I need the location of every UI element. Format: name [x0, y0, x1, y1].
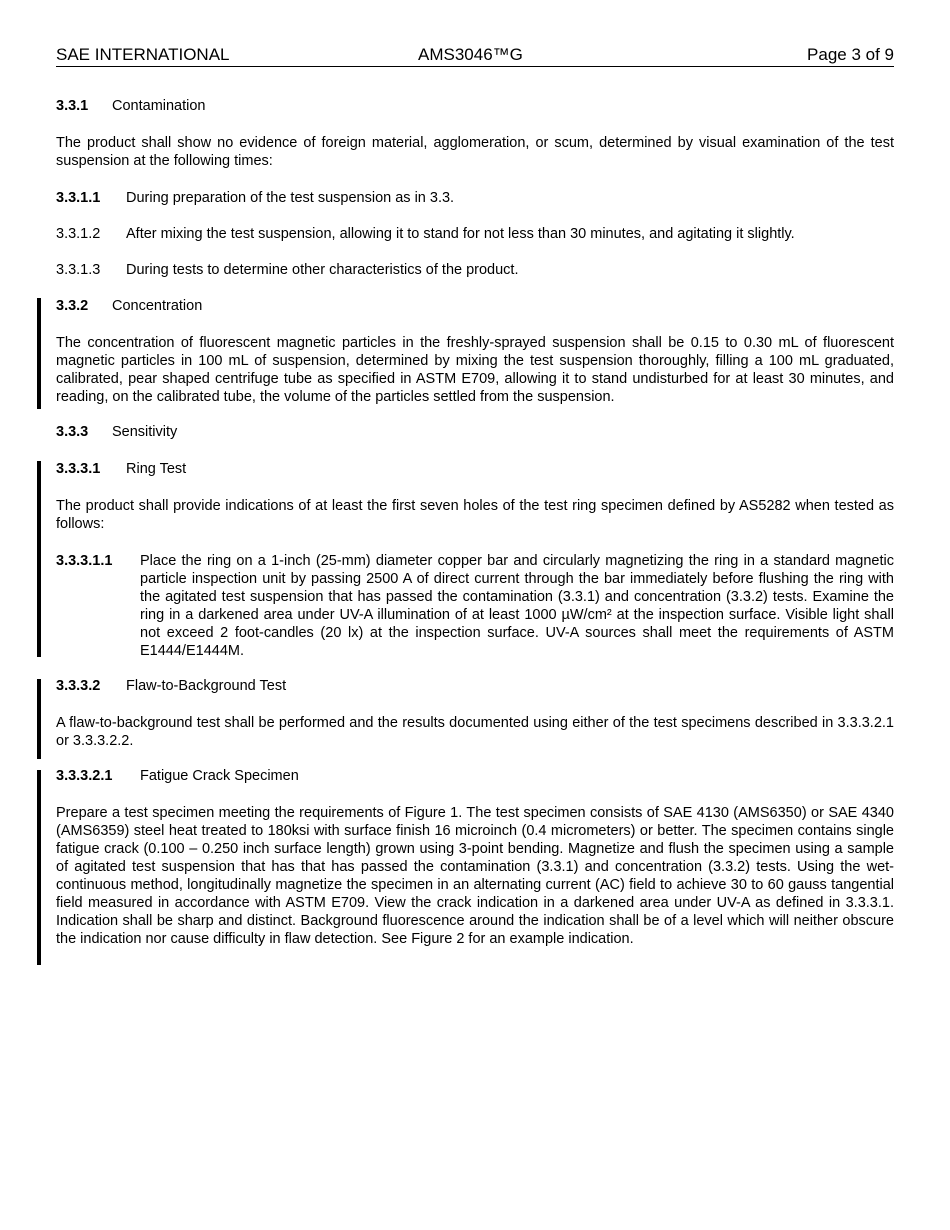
section-text: After mixing the test suspension, allowing it to stand for not less than 30 minutes, and agitating it slightly.: [126, 226, 795, 242]
section-3-3-3-2-1-body: Prepare a test specimen meeting the requirements of Figure 1. The test specimen consists of SAE 4130 (AMS6350) or SAE 4340 (AMS6359) steel heat treated to 180ksi with surface finish 16 microinch (0.4 micrometers) or better. The specimen contains single fatigue crack (0.100 – 0.250 inch surface length) grown using 3-point bending. Magnetize and flush the specimen using a sample of agitated test suspension that has that has passed the contamination (3.3.1) and concentration (3.3.2) tests. Using the wet-continuous method, longitudinally magnetize the specimen in an alternating current (AC) field to achieve 30 to 60 gauss tangential field measured in accordance with ASTM E709. View the crack indication in a darkened area under UV-A as defined in 3.3.3.1. Indication shall be sharp and distinct. Background fluorescence around the indication shall be of a level which will neither obscure the indication nor cause difficulty in flaw detection. See Figure 2 for an example indication.: [56, 805, 894, 947]
section-3-3-2-body: The concentration of fluorescent magnetic particles in the freshly-sprayed suspension shall be 0.15 to 0.30 mL of fluorescent magnetic particles in 100 mL of suspension, determined by mixing the test suspension thoroughly, filling a 100 mL graduated, calibrated, pear shaped centrifuge tube as specified in ASTM E709, allowing it to stand undisturbed for at least 30 minutes, and reading, on the calibrated tube, the volume of the particles settled from the suspension.: [56, 335, 894, 405]
revision-bar: [37, 679, 41, 759]
section-title: Concentration: [112, 298, 203, 314]
revision-bar: [37, 298, 41, 409]
revision-bar: [37, 770, 41, 965]
section-number: 3.3.3.2.1: [56, 768, 113, 784]
section-number: 3.3.3.1.1: [56, 553, 113, 569]
section-3-3-3-1-1: [56, 552, 894, 660]
header-page-number: Page 3 of 9: [807, 45, 894, 64]
section-3-3-3-2-body: A flaw-to-background test shall be performed and the results documented using either of the test specimens described in 3.3.3.2.1 or 3.3.3.2.2.: [56, 715, 894, 749]
section-text: Place the ring on a 1-inch (25-mm) diameter copper bar and circularly magnetizing the ring in a standard magnetic particle inspection unit by passing 2500 A of direct current through the bar immediately before flushing the ring with the agitated test suspension that has passed the contamination (3.3.1) and concentration (3.3.2) tests. Examine the ring in a darkened area under UV-A illumination of at least 1000 µW/cm² at the inspection surface. Visible light shall not exceed 2 foot-candles (20 lx) at the inspection surface. UV-A sources shall meet the requirements of ASTM E1444/E1444M.: [140, 553, 894, 659]
section-number: 3.3.3.1: [56, 461, 101, 477]
section-3-3-3-1-body: The product shall provide indications of at least the first seven holes of the test ring specimen defined by AS5282 when tested as follows:: [56, 498, 894, 532]
section-3-3-3-2-heading: [56, 678, 894, 696]
section-title: Sensitivity: [112, 424, 178, 440]
section-number: 3.3.1: [56, 98, 89, 114]
section-title: Contamination: [112, 98, 206, 114]
section-3-3-1-3: [56, 261, 894, 279]
section-3-3-3-2-1-heading: [56, 768, 894, 786]
section-title: Flaw-to-Background Test: [126, 678, 287, 694]
header-org: SAE INTERNATIONAL: [56, 45, 230, 64]
section-text: During preparation of the test suspension as in 3.3.: [126, 190, 455, 206]
section-3-3-2-heading: [56, 298, 894, 316]
section-3-3-1-1: [56, 189, 894, 207]
section-3-3-3-heading: [56, 424, 894, 442]
revision-bar: [37, 461, 41, 657]
section-number: 3.3.1.3: [56, 262, 101, 278]
section-3-3-3-1-heading: [56, 461, 894, 479]
section-number: 3.3.3.2: [56, 678, 101, 694]
section-3-3-1-body: The product shall show no evidence of foreign material, agglomeration, or scum, determined by visual examination of the test suspension at the following times:: [56, 135, 894, 169]
section-number: 3.3.1.1: [56, 190, 101, 206]
section-number: 3.3.3: [56, 424, 89, 440]
page-header: [56, 44, 894, 67]
section-number: 3.3.1.2: [56, 226, 101, 242]
section-text: During tests to determine other characteristics of the product.: [126, 262, 519, 278]
section-title: Ring Test: [126, 461, 187, 477]
section-number: 3.3.2: [56, 298, 89, 314]
section-title: Fatigue Crack Specimen: [140, 768, 299, 784]
header-doc-number: AMS3046™G: [418, 45, 523, 64]
section-3-3-1-heading: [56, 98, 894, 116]
section-3-3-1-2: [56, 225, 894, 243]
